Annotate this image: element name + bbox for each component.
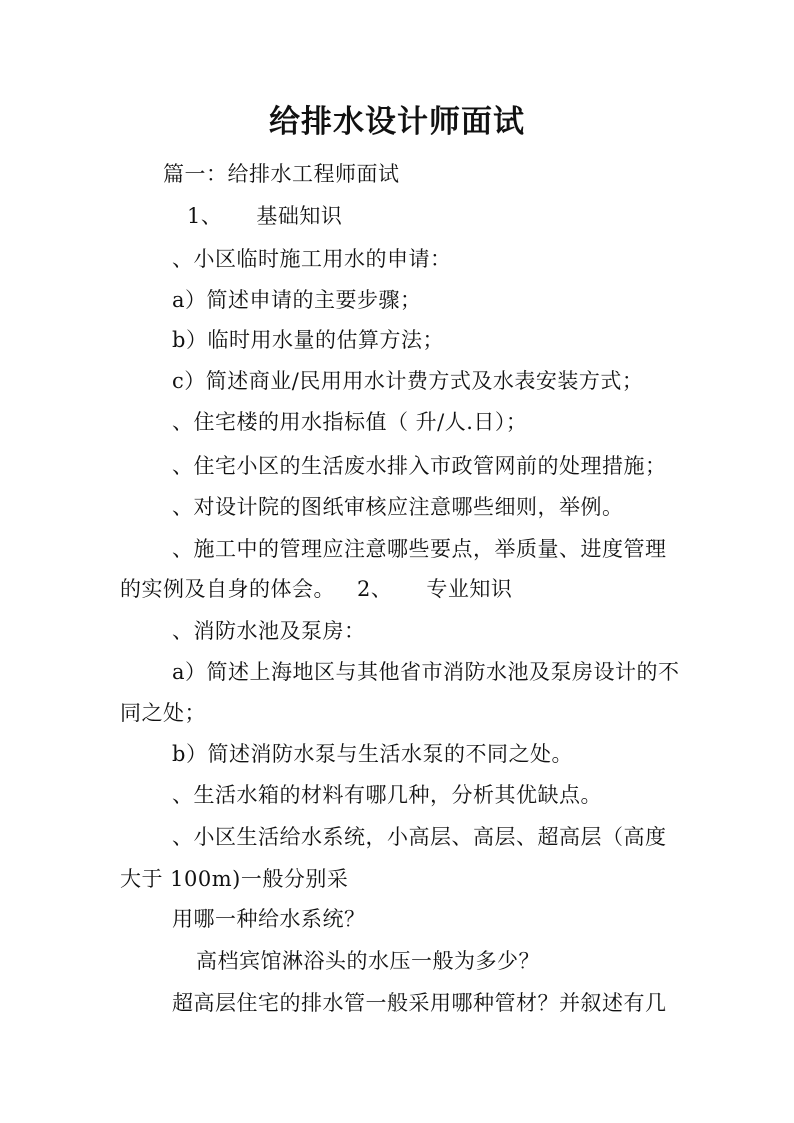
section-heading: 篇一：给排水工程师面试	[163, 162, 400, 186]
paragraph-line: 、小区生活给水系统，小高层、高层、超高层（高度	[172, 825, 667, 849]
paragraph-line: 、住宅小区的生活废水排入市政管网前的处理措施；	[172, 454, 667, 478]
document-title: 给排水设计师面试	[269, 104, 525, 140]
subsection-title: 专业知识	[426, 577, 513, 601]
paragraph-line: c）简述商业/民用用水计费方式及水表安装方式；	[172, 369, 644, 393]
paragraph-line: 、施工中的管理应注意哪些要点，举质量、进度管理	[172, 537, 667, 561]
subsection-number: 2、	[357, 577, 393, 601]
paragraph-line: 同之处；	[120, 701, 206, 725]
paragraph-line: 高档宾馆淋浴头的水压一般为多少？	[196, 949, 540, 973]
paragraph-line: b）简述消防水泵与生活水泵的不同之处。	[172, 742, 573, 766]
paragraph-line: 用哪一种给水系统？	[172, 907, 366, 931]
paragraph-line: b）临时用水量的估算方法；	[172, 328, 444, 352]
paragraph-line: 、消防水池及泵房：	[172, 619, 366, 643]
subsection-heading	[187, 201, 342, 231]
paragraph-line: a）简述上海地区与其他省市消防水池及泵房设计的不	[172, 660, 680, 684]
paragraph-line: 、对设计院的图纸审核应注意哪些细则，举例。	[172, 495, 624, 519]
paragraph-line	[120, 574, 512, 604]
paragraph-line: 超高层住宅的排水管一般采用哪种管材？并叙述有几	[172, 991, 667, 1015]
paragraph-line: 、住宅楼的用水指标值（ 升/人.日）；	[172, 410, 528, 434]
subsection-title: 基础知识	[256, 204, 343, 228]
paragraph-line: 大于 100m)一般分别采	[120, 867, 349, 891]
paragraph-text: 的实例及自身的体会。	[120, 577, 335, 601]
paragraph-line: 、生活水箱的材料有哪几种，分析其优缺点。	[172, 783, 602, 807]
paragraph-line: a）简述申请的主要步骤；	[172, 288, 422, 312]
subsection-number: 1、	[187, 204, 223, 228]
paragraph-line: 、小区临时施工用水的申请：	[172, 247, 452, 271]
